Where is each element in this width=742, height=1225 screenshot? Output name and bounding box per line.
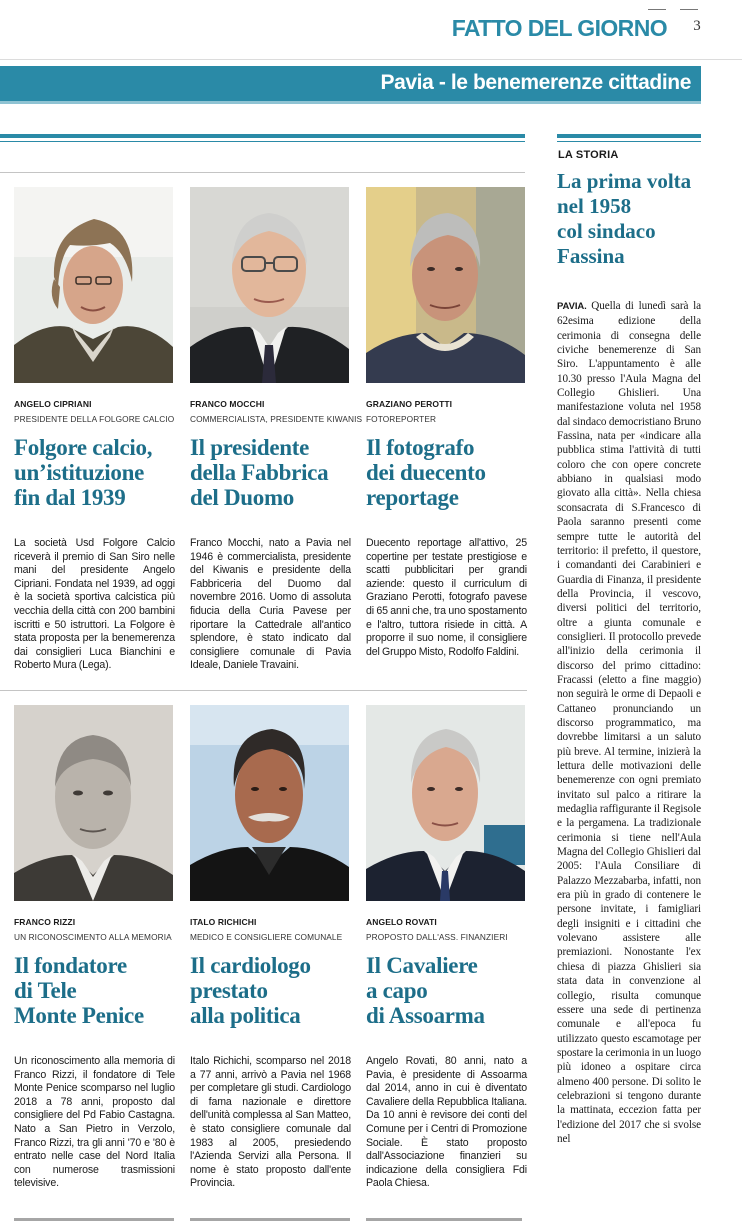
headline-line: Folgore calcio, [14,435,153,460]
profile-headline [14,953,176,1031]
profile-card [14,705,176,1191]
portrait-franco-mocchi [190,187,349,383]
person-role: UN RICONOSCIMENTO ALLA MEMORIA [14,932,172,942]
profile-body: Italo Richichi, scomparso nel 2018 a 77 anni, arrivò a Pavia nel 1968 per completare gli studi. Cardiologo di fama nazionale e direttore dell'unità complessa al San Matteo, è stato consigliere comunale dal 1983 al 2005, presiedendo l'Azienda Servizi alla Persona. Il nome è stato proposto dall'ente Provincia. [190,1055,351,1190]
person-role: PROPOSTO DALL'ASS. FINANZIERI [366,932,508,942]
profile-card [14,187,176,673]
headline-line: Monte Penice [14,1003,144,1028]
portrait-italo-richichi [190,705,349,901]
main-rule-grey [0,172,525,173]
headline-line: alla politica [190,1003,301,1028]
headline-line: di Tele [14,978,77,1003]
story-title-line: Fassina [557,244,625,268]
headline-line: della Fabbrica [190,460,329,485]
person-role: COMMERCIALISTA, PRESIDENTE KIWANIS [190,414,363,424]
headline-line: del Duomo [190,485,295,510]
story-title-line: col sindaco [557,219,656,243]
person-name: FRANCO MOCCHI [190,399,265,409]
story-title-line: La prima volta [557,169,692,193]
profile-headline [190,953,352,1031]
profile-headline [366,953,528,1031]
person-role: MEDICO E CONSIGLIERE COMUNALE [190,932,343,942]
story-rule-thin [557,141,701,142]
cutoff-text-fragments [0,1216,742,1225]
person-role: PRESIDENTE DELLA FOLGORE CALCIO [14,414,175,424]
portrait-graziano-perotti [366,187,525,383]
headline-line: Il cardiologo [190,953,311,978]
profile-headline [366,435,526,513]
profile-headline [14,435,176,513]
person-name: FRANCO RIZZI [14,917,76,927]
profile-card [190,187,363,673]
person-name: GRAZIANO PEROTTI [366,399,453,409]
headline-line: Il fondatore [14,953,127,978]
person-name: ANGELO CIPRIANI [14,399,92,409]
story-title [557,169,702,269]
header-rule-left [648,9,666,10]
headline-line: dei duecento [366,460,486,485]
profile-card [366,705,528,1191]
row-divider [0,690,527,691]
main-rule-thick [0,134,525,138]
headline-line: Il presidente [190,435,309,460]
person-name: ANGELO ROVATI [366,917,437,927]
main-rule-thin [0,141,525,142]
topic-banner [0,66,701,104]
profile-body: Angelo Rovati, 80 anni, nato a Pavia, è presidente di Assoarma dal 2014, anno in cui è diventato Cavaliere della Repubblica Italiana. Da 10 anni è revisore dei conti del Comune per i Centri di Promozione Sociale. È stato proposto dall'Associazione finanzieri su indicazione della consigliera Fdi Paola Chiesa. [366,1055,527,1190]
headline-line: reportage [366,485,459,510]
header-rule-right [680,9,698,10]
portrait-angelo-cipriani [14,187,173,383]
profile-card [190,705,352,1191]
story-rule-thick [557,134,701,138]
headline-line: fin dal 1939 [14,485,126,510]
profile-card [366,187,526,659]
story-dateline: PAVIA. [557,301,592,312]
headline-line: un’istituzione [14,460,144,485]
section-title: FATTO DEL GIORNO [451,15,667,41]
person-role: FOTOREPORTER [366,414,437,424]
page-number: 3 [693,18,701,34]
portrait-franco-rizzi [14,705,173,901]
person-name: ITALO RICHICHI [190,917,257,927]
profile-body: Un riconoscimento alla memoria di Franco Rizzi, il fondatore di Tele Monte Penice scomparso nel luglio 2018 a 78 anni, proposto dal consigliere del Pd Fabio Castagna. Nato a San Pietro in Verzolo, Franco Rizzi, tra gli anni '70 e '80 è entrato nelle case del Nord Italia con numerose trasmissioni televisive. [14,1055,175,1190]
headline-line: Il Cavaliere [366,953,478,978]
headline-line: Il fotografo [366,435,475,460]
story-text: Quella di lunedì sarà la 62esima edizione della cerimonia di consegna delle civiche benemerenze di San Siro. L'appuntamento è alle 10.30 presso l'Aula Magna del Collegio Ghislieri. Una manifestazione voluta nel 1958 dal sindaco democristiano Bruno Fassina, nata per «indicare alla pubblica stima l'attività di tutti coloro che con opere concrete abbiano in qualsiasi modo giovato alla città». Nella chiesa sconsacrata di S.Francesco di Paola saranno presenti come sempre tutte le autorità del territorio: il prefetto, il questore, i comandanti dei Carabinieri e Guardia di Finanza, il presidente della Provincia, il vescovo, diversi politici del territorio, oltre a giunta comunale e consiglieri. Il protocollo prevede all'inizio della cerimonia il discorso del primo cittadino: Fracassi (eletto a fine maggio) non seguirà le orme di Depaoli e Cattaneo pronunciando un discorso programmatico, ma dovrebbe limitarsi a un saluto più breve. Al termine, inizierà la lettura delle motivazioni delle benemerenze con ogni premiato invitato sul palco a ritirare la medaglia raffigurante il Regisole e la pergamena. La tradizionale cerimonia si tiene nell'Aula Magna del Collegio Ghislieri dal 2005: l'Aula Consiliare di Palazzo Mezzabarba, infatti, non era più in grado di contenere le persone invitate, i famigliari degli insigniti e i cittadini che volevano assistere alle premiazioni. Nonostante l'ex chiesa di piazza Ghislieri sia stata data in convenzione al collegio, risulta comunque essere una sede di pertinenza comunale e all'epoca fu utilizzato questo escamotage per spostare la cerimonia in un luogo più idoneo a ospitare circa almeno 400 persone. Di solito le celebrazioni si tengono durante la mattinata, eccezion fatta per l'edizione del 2017 che si svolse nel [557,300,701,1145]
profile-body: La società Usd Folgore Calcio riceverà il premio di San Siro nelle mani del presidente Angelo Cipriani. Fondata nel 1939, ad oggi è la società sportiva calcistica più vecchia della città con 200 bambini iscritti e 50 istruttori. La Folgore è stata proposta per la benemerenza dai consiglieri Luca Bianchini e Roberto Mura (Lega). [14,537,175,672]
story-body [557,299,701,1219]
profile-headline [190,435,352,513]
portrait-angelo-rovati [366,705,525,901]
story-title-line: nel 1958 [557,194,632,218]
profile-body: Duecento reportage all'attivo, 25 copertine per testate prestigiose e scatti pubblicitari per grandi aziende: questo il curriculum di Graziano Perotti, fotografo pavese di 65 anni che, tra uno spostamento e l'altro, tuttora risiede in città. A proporre il suo nome, il consigliere del Gruppo Misto, Rodolfo Faldini. [366,537,527,658]
headline-line: a capo [366,978,428,1003]
headline-line: di Assoarma [366,1003,485,1028]
header-divider [0,59,742,60]
headline-line: prestato [190,978,268,1003]
banner-title: Pavia - le benemerenze cittadine [380,71,691,94]
profile-body: Franco Mocchi, nato a Pavia nel 1946 è commercialista, presidente del Kiwanis e presidente della Fabbriceria del Duomo dal novembre 2016. Uomo di assoluta fiducia della Curia Pavese per riportare la Cattedrale all'antico splendore, è stato indicato dal consigliere comunale di Pavia Ideale, Daniele Travaini. [190,537,351,672]
story-kicker: LA STORIA [558,149,619,161]
